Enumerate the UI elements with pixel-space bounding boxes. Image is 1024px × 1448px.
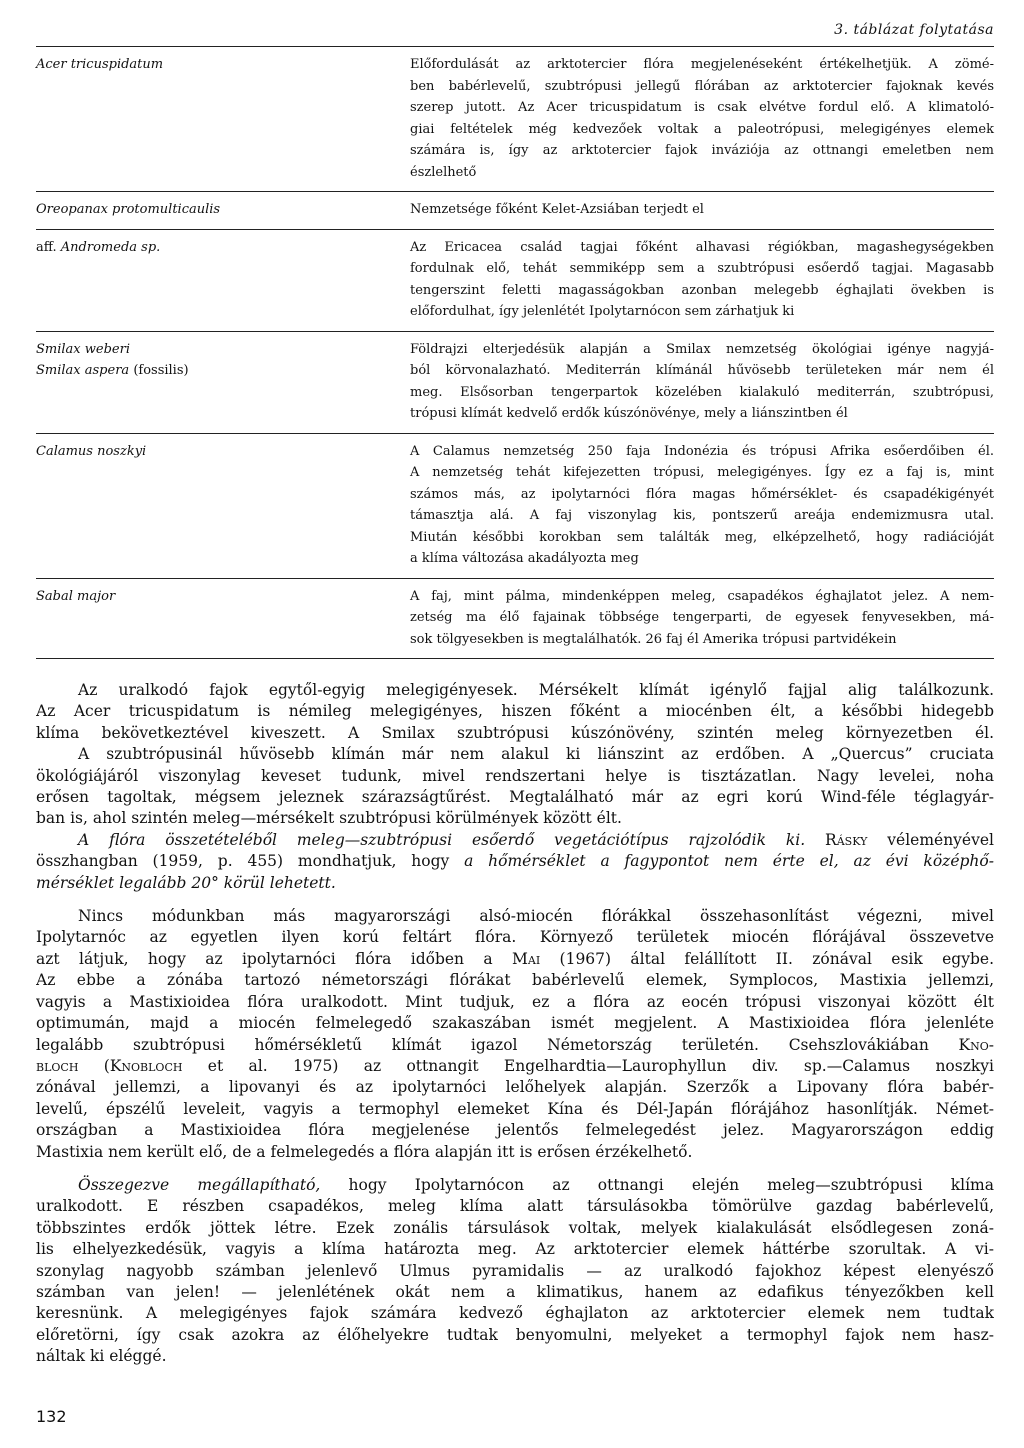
species-table [36, 46, 994, 659]
table-row [36, 191, 994, 229]
species-description: Nemzetsége főként Kelet-Azsiában terjedt el [410, 202, 704, 217]
species-description: Az Ericacea család tagjai főként alhavasi régiókban, magashegységekben fordulnak elő, tehát semmiképp sem a szubtrópusi esőerdő tagjai. Magasabb tengerszint feletti magasságokban azonban melegebb éghajlati övekben is előfordulhat, így jelenlétét Ipolytarnócon sem zárhatjuk ki [410, 239, 994, 319]
species-description: A Calamus nemzetség 250 faja Indonézia és trópusi Afrika esőerdőiben él. A nemzetség tehát kifejezetten trópusi, melegigényes. Így ez a faj is, mint számos más, az ipolytarnóci flóra magas hőmérséklet- és csapadékigényét támasztja alá. A faj viszonylag kis, pontszerű areája endemizmusra utal. Miután későbbi korokban sem találták meg, elképzelhető, hogy radiációját a klíma változása akadályozta meg [410, 443, 994, 566]
table-row [36, 433, 994, 578]
species-description: Előfordulását az arktotercier flóra megjelenéseként értékelhetjük. A zömé- ben babérlevelű, szubtrópusi jellegű flórában az arktotercier fajoknak kevés szerep jutott. Az Acer tricuspidatum is csak elvétve fordul elő. A klimatoló- giai feltételek még kedvezőek voltak a paleotrópusi, melegigényes elemek számára is, így az arktotercier fajok inváziója az ottnangi emeletben nem észlelhető [410, 57, 994, 180]
species-description: A faj, mint pálma, mindenképpen meleg, csapadékos éghajlatot jelez. A nem- zetség ma élő fajainak többsége tengerparti, de egyesek fenyvesekben, má- sok tölgyesekben is megtalálhatók. 26 faj él Amerika trópusi partvidékein [410, 588, 994, 647]
table-row [36, 46, 994, 191]
species-name: Smilax weberi Smilax aspera (fossilis) [36, 341, 189, 378]
table-row [36, 331, 994, 433]
paragraph-1: Az uralkodó fajok egytől-egyig melegigényesek. Mérsékelt klímát igénylő fajjal alig találkozunk. Az Acer tricuspidatum is némileg melegigényes, hiszen főként a miocénben élt, a későbbi hidegebb klíma bekövetkeztével kiveszett. A Smilax szubtrópusi kúszónövény, szintén meleg környezetben él. A szubtrópusinál hűvösebb klímán már nem alakul ki liánszint az erdőben. A „Quercus” cruciata ökológiájáról viszonylag keveset tudunk, mivel rendszertani helye is tisztázatlan. Nagy levelei, noha erősen tagoltak, mégsem jeleznek szárazságtűrést. Megtalálható már az egri korú Wind-féle téglagyár- ban is, ahol szintén meleg—mérsékelt szubtrópusi körülmények között élt. A flóra összetételéből meleg—szubtrópusi esőerdő vegetációtípus rajzolódik ki. Rásky véleményével összhangban (1959, p. 455) mondhatjuk, hogy a hőmérséklet a fagypontot nem érte el, az évi középhő- mérséklet legalább 20° körül lehetett. [36, 681, 994, 892]
species-name: Acer tricuspidatum [36, 57, 164, 72]
body-text [36, 680, 994, 1368]
page-number: 132 [36, 1407, 67, 1426]
paragraph-3: Összegezve megállapítható, hogy Ipolytarnócon az ottnangi elején meleg—szubtrópusi klíma uralkodott. E részben csapadékos, meleg klíma alatt társulásokba tömörülve gazdag babérlevelű, többszintes erdők jöttek létre. Ezek zonális társulások voltak, melyek kialakulását elsődlegesen zoná- lis elhelyezkedésük, vagyis a klíma határozta meg. Az arktotercier elemek háttérbe szorultak. A vi- szonylag nagyobb számban jelenlevő Ulmus pyramidalis — az uralkodó fajokhoz képest elenyésző számban van jelen! — jelenlétének okát nem a klimatikus, hanem az edafikus tényezőkben kell keresnünk. A melegigényes fajok számára kedvező éghajlaton az arktotercier elemek nem tudtak előretörni, így csak azokra az élőhelyekre tudtak benyomulni, melyeket a termophyl fajok nem hasz- náltak ki eléggé. [36, 1175, 994, 1366]
species-name: Sabal major [36, 588, 116, 604]
species-name: aff. Andromeda sp. [36, 239, 161, 255]
species-description: Földrajzi elterjedésük alapján a Smilax nemzetség ökológiai igénye nagyjá- ból körvonalazható. Mediterrán klímánál hűvösebb területeken már nem él meg. Elsősorban tengerpartok közelében kialakuló mediterrán, szubtrópusi, trópusi klímát kedvelő erdők kúszónövénye, mely a liánszintben él [410, 341, 994, 421]
table-row [36, 578, 994, 660]
species-name: Calamus noszkyi [36, 443, 147, 459]
table-row [36, 229, 994, 331]
table-continuation-label: 3. táblázat folytatása [834, 22, 994, 38]
paragraph-2: Nincs módunkban más magyarországi alsó-miocén flórákkal összehasonlítást végezni, mivel Ipolytarnóc az egyetlen ilyen korú feltárt flóra. Környező területek miocén flórájával összevetve azt látjuk, hogy az ipolytarnóci flóra időben a Mai (1967) által felállított II. zónával esik egybe. Az ebbe a zónába tartozó németországi flórákat babérlevelű elemek, Symplocos, Mastixia jellemzi, vagyis a Mastixioidea flóra uralkodott. Mint tudjuk, ez a flóra az eocén trópusi viszonyai között élt optimumán, majd a miocén felmelegedő szakaszában ismét megjelent. A Mastixioidea flóra jelenléte legalább szubtrópusi hőmérsékletű klímát igazol Németország területén. Csehszlovákiában Kno- bloch (Knobloch et al. 1975) az ottnangit Engelhardtia—Laurophyllun div. sp.—Calamus noszkyi zónával jellemzi, a lipovanyi és az ipolytarnóci lelőhelyek alapján. Szerzők a Lipovany flóra babér- levelű, épszélű leveleit, vagyis a termophyl elemeket Kína és Dél-Japán flórájához hasonlítják. Német- országban a Mastixioidea flóra megjelenése jelentős felmelegedést jelez. Magyarországon eddig Mastixia nem került elő, de a felmelegedés a flóra alapján itt is erősen érzékelhető. [36, 907, 994, 1161]
species-name: Oreopanax protomulticaulis [36, 202, 221, 217]
